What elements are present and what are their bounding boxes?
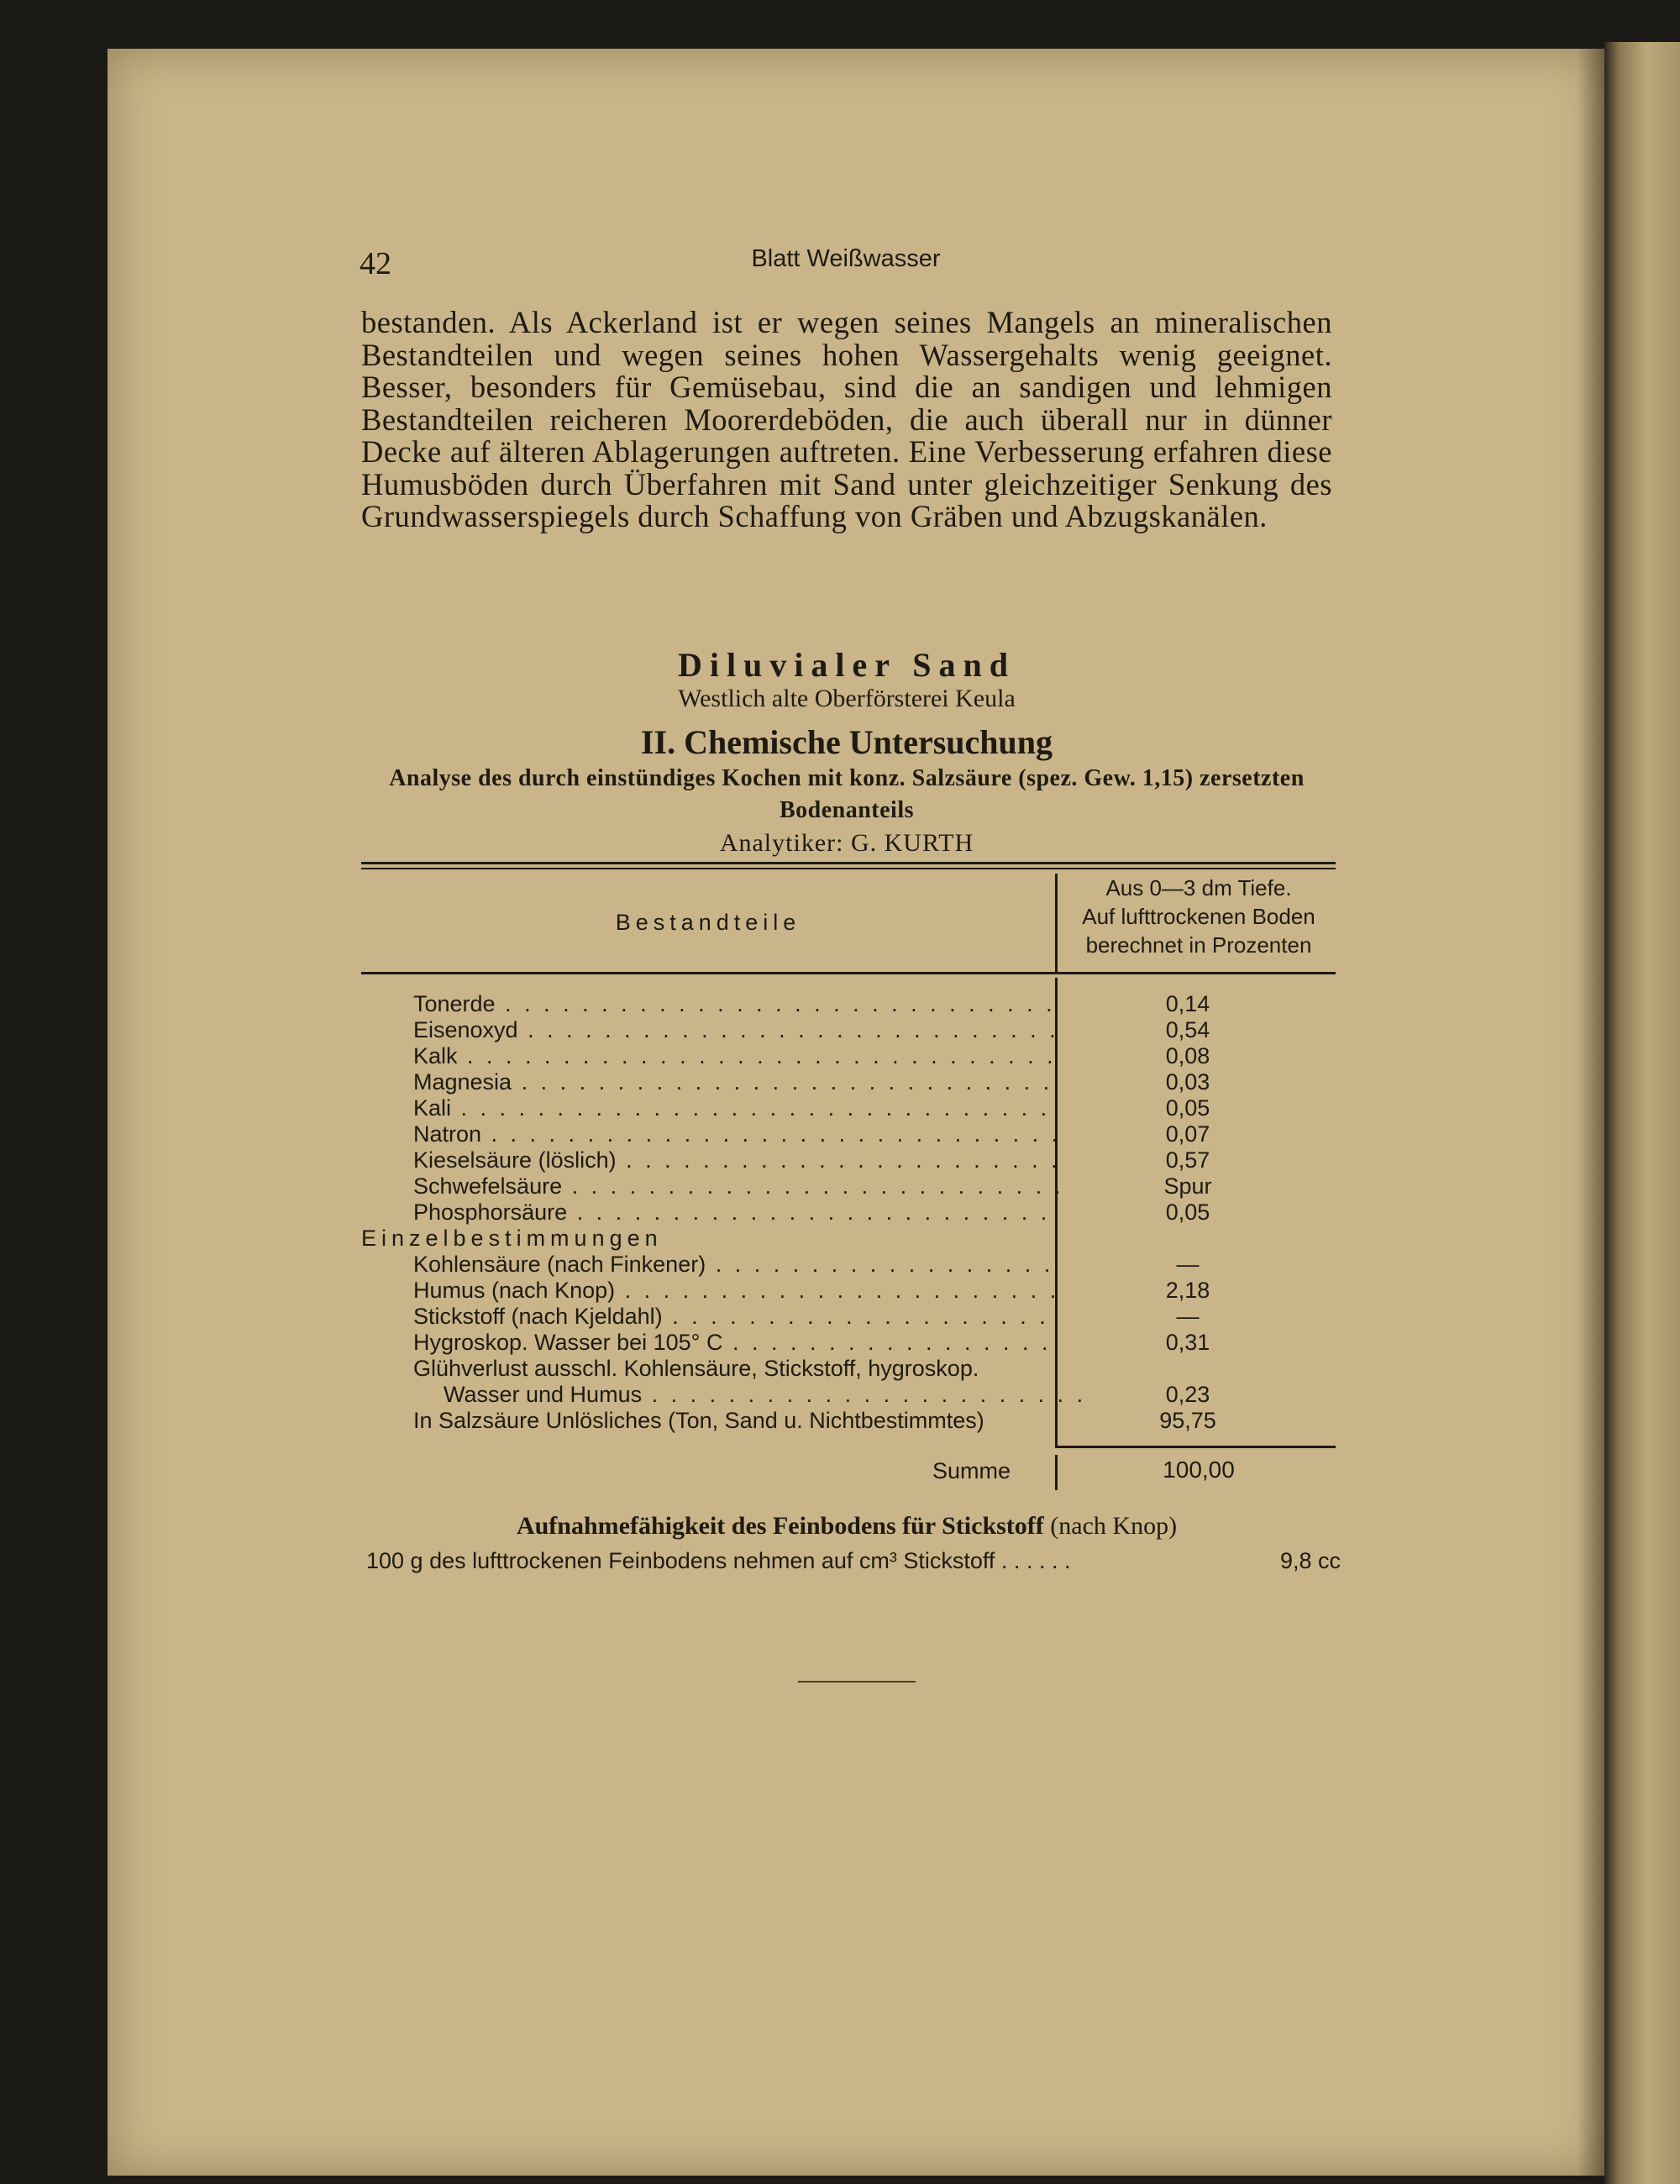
row-value: 0,08 bbox=[1165, 1043, 1210, 1068]
page-number: 42 bbox=[360, 246, 391, 281]
row-label: Natron . . . bbox=[413, 1121, 1058, 1147]
capacity-text: 100 g des lufttrockenen Feinbodens nehmen auf cm³ Stickstoff . . . . . . bbox=[366, 1548, 1071, 1573]
table-row bbox=[361, 1147, 1336, 1173]
table-row bbox=[361, 1330, 1336, 1356]
table-row bbox=[361, 1408, 1336, 1434]
running-title: Blatt Weißwasser bbox=[751, 245, 941, 272]
table-row bbox=[361, 1304, 1336, 1330]
section-title: Diluvialer Sand bbox=[677, 646, 1016, 684]
row-value: 0,07 bbox=[1165, 1121, 1210, 1147]
column-header-line-2: Auf lufttrockenen Boden bbox=[1082, 904, 1315, 929]
table-row bbox=[361, 1069, 1336, 1095]
row-label: Humus (nach Knop) . . . bbox=[413, 1278, 1058, 1304]
table-row bbox=[361, 1095, 1336, 1121]
row-value: 0,54 bbox=[1165, 1017, 1210, 1042]
sum-divider bbox=[1055, 1455, 1058, 1490]
row-value: 0,05 bbox=[1165, 1200, 1210, 1225]
page-gutter-shadow bbox=[1578, 49, 1604, 2176]
column-header-components: Bestandteile bbox=[615, 910, 801, 935]
table-row bbox=[361, 1173, 1336, 1200]
page-header bbox=[360, 245, 1332, 287]
table-body bbox=[361, 991, 1336, 1434]
row-label: Magnesia . . . bbox=[413, 1069, 1058, 1095]
table-row bbox=[361, 1121, 1336, 1147]
column-header-line-3: berechnet in Prozenten bbox=[1085, 932, 1312, 958]
row-value: 0,05 bbox=[1165, 1095, 1210, 1121]
sum-label: Summe bbox=[932, 1458, 1011, 1483]
row-label: In Salzsäure Unlösliches (Ton, Sand u. Nichtbestimmtes) bbox=[413, 1408, 984, 1433]
row-label: Hygroskop. Wasser bei 105° C . . . bbox=[413, 1330, 1058, 1356]
row-value: 0,31 bbox=[1165, 1330, 1210, 1355]
row-value: 2,18 bbox=[1165, 1278, 1210, 1303]
row-label: Eisenoxyd . . . bbox=[413, 1017, 1058, 1043]
table-column-divider bbox=[1055, 874, 1058, 972]
row-label: Kieselsäure (löslich) . . . bbox=[413, 1147, 1058, 1173]
row-label: Kalk . . . bbox=[413, 1043, 1058, 1069]
table-row bbox=[361, 1356, 1336, 1382]
row-value: 0,03 bbox=[1165, 1069, 1210, 1095]
table-row bbox=[361, 1200, 1336, 1226]
row-value: Spur bbox=[1163, 1173, 1212, 1199]
table-bottom-rule bbox=[1055, 1446, 1336, 1448]
row-label: Schwefelsäure . . . bbox=[413, 1173, 1058, 1200]
row-label: Wasser und Humus . . . bbox=[444, 1382, 1089, 1408]
table-top-rule bbox=[361, 862, 1336, 864]
table-row bbox=[361, 1278, 1336, 1304]
row-value: — bbox=[1176, 1252, 1200, 1277]
section-subtitle: Westlich alte Oberförsterei Keula bbox=[678, 685, 1016, 712]
table-row bbox=[361, 1043, 1336, 1069]
table-row bbox=[361, 1017, 1336, 1043]
row-value: 0,23 bbox=[1165, 1382, 1210, 1407]
table-row bbox=[361, 1252, 1336, 1278]
row-label: Tonerde . . . bbox=[413, 991, 1058, 1017]
analysis-description: Analyse des durch einstündiges Kochen mit konz. Salzsäure (spez. Gew. 1,15) zersetzten Bodenanteils bbox=[389, 765, 1305, 823]
capacity-title bbox=[361, 1512, 1332, 1541]
capacity-title-rest: (nach Knop) bbox=[1050, 1512, 1178, 1540]
row-label: Stickstoff (nach Kjeldahl) . . . bbox=[413, 1304, 1058, 1330]
row-value: 95,75 bbox=[1159, 1408, 1216, 1433]
table-section-row bbox=[361, 1226, 1336, 1252]
row-label: Phosphorsäure . . . bbox=[413, 1200, 1058, 1226]
table-header-rule bbox=[361, 972, 1336, 974]
row-value: — bbox=[1176, 1304, 1200, 1329]
section-label: Einzelbestimmungen bbox=[361, 1226, 663, 1251]
sum-value: 100,00 bbox=[1163, 1457, 1235, 1483]
row-label: Kali . . . bbox=[413, 1095, 1058, 1121]
body-paragraph: bestanden. Als Ackerland ist er wegen seines Mangels an mineralischen Bestandteilen und wegen seines hohen Wassergehalts wenig geeignet. Besser, besonders für Gemüsebau, sind die an sandigen und lehmigen Bestandteilen reicheren Moorerdeböden, die auch überall nur in dünner Decke auf älteren Ablagerungen auftreten. Eine Verbesserung erfahren diese Humusböden durch Überfahren mit Sand unter gleichzeitiger Senkung des Grundwasserspiegels durch Schaffung von Gräben und Abzugskanälen. bbox=[361, 305, 1332, 533]
section-heading: II. Chemische Untersuchung bbox=[640, 723, 1053, 761]
column-header-line-1: Aus 0—3 dm Tiefe. bbox=[1105, 875, 1292, 900]
end-rule bbox=[798, 1681, 916, 1683]
capacity-value: 9,8 cc bbox=[1279, 1548, 1341, 1573]
row-label: Kohlensäure (nach Finkener) . . . bbox=[413, 1252, 1058, 1278]
adjacent-page-edge bbox=[1604, 42, 1680, 2184]
capacity-title-bold: Aufnahmefähigkeit des Feinbodens für Stickstoff bbox=[516, 1512, 1044, 1540]
table-row bbox=[361, 1382, 1336, 1408]
table-row bbox=[361, 991, 1336, 1017]
row-value: 0,57 bbox=[1165, 1147, 1210, 1173]
table-top-rule-2 bbox=[361, 868, 1336, 869]
row-label: Glühverlust ausschl. Kohlensäure, Stickstoff, hygroskop. bbox=[413, 1356, 979, 1381]
capacity-line bbox=[366, 1548, 1341, 1574]
column-header-values bbox=[1060, 874, 1337, 959]
analyst-line: Analytiker: G. KURTH bbox=[719, 829, 974, 857]
row-value: 0,14 bbox=[1165, 991, 1210, 1016]
